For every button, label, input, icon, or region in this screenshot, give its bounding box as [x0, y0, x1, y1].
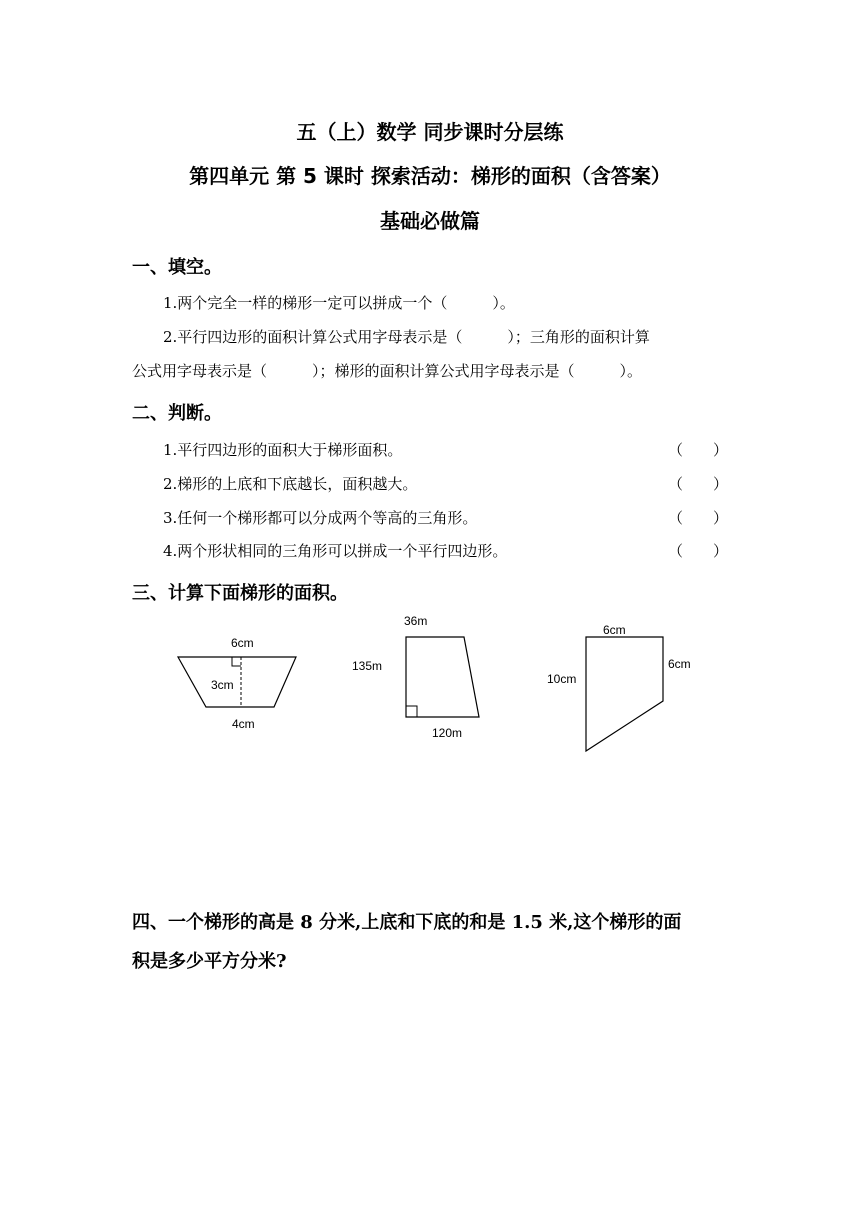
- page-section-title: 基础必做篇: [380, 209, 480, 233]
- trapezoid-figure-3: [580, 630, 680, 760]
- judge-answer-4: （ ）: [668, 542, 729, 560]
- trapezoid-2-right-angle-mark: [406, 706, 417, 717]
- judge-item-3: 3.任何一个梯形都可以分成两个等高的三角形。: [163, 509, 478, 527]
- judge-answer-1: （ ）: [668, 441, 729, 459]
- section1-heading: 一、填空。: [132, 257, 222, 278]
- figure1-bottom-label: 4cm: [232, 717, 255, 731]
- judge-answer-3: （ ）: [668, 509, 729, 527]
- figure1-top-label: 6cm: [231, 636, 254, 650]
- figure2-height-label: 135m: [352, 659, 383, 673]
- judge-item-2: 2.梯形的上底和下底越长，面积越大。: [163, 475, 418, 493]
- section3-heading: 三、计算下面梯形的面积。: [132, 583, 348, 604]
- trapezoid-1-right-angle-mark: [232, 657, 241, 666]
- judge-item-4: 4.两个形状相同的三角形可以拼成一个平行四边形。: [163, 542, 508, 560]
- section4-question-line1: 四、一个梯形的高是 8 分米,上底和下底的和是 1.5 米,这个梯形的面: [132, 912, 682, 933]
- judge-item-1: 1.平行四边形的面积大于梯形面积。: [163, 441, 403, 459]
- figure3-left-label: 10cm: [547, 672, 577, 686]
- trapezoid-2-outline: [406, 637, 479, 717]
- trapezoid-1-outline: [178, 657, 296, 707]
- judge-answer-2: （ ）: [668, 475, 729, 493]
- section1-question-2-line1: 2.平行四边形的面积计算公式用字母表示是（ ）；三角形的面积计算: [163, 328, 650, 346]
- section1-question-1: 1.两个完全一样的梯形一定可以拼成一个（ ）。: [163, 294, 515, 312]
- section4-question-line2: 积是多少平方分米?: [132, 951, 287, 972]
- trapezoid-3-outline: [586, 637, 663, 751]
- section2-heading: 二、判断。: [132, 403, 222, 424]
- figure2-top-label: 36m: [404, 614, 428, 628]
- figure2-bottom-label: 120m: [432, 726, 463, 740]
- section1-question-2-line2: 公式用字母表示是（ ）；梯形的面积计算公式用字母表示是（ ）。: [132, 362, 643, 380]
- trapezoid-figure-2: [400, 630, 490, 730]
- figure3-right-label: 6cm: [668, 657, 691, 671]
- figure3-top-label: 6cm: [603, 623, 626, 637]
- page-subtitle: 第四单元 第 5 课时 探索活动：梯形的面积（含答案）: [189, 164, 671, 188]
- figure1-height-label: 3cm: [211, 678, 234, 692]
- page-title: 五（上）数学 同步课时分层练: [296, 120, 564, 144]
